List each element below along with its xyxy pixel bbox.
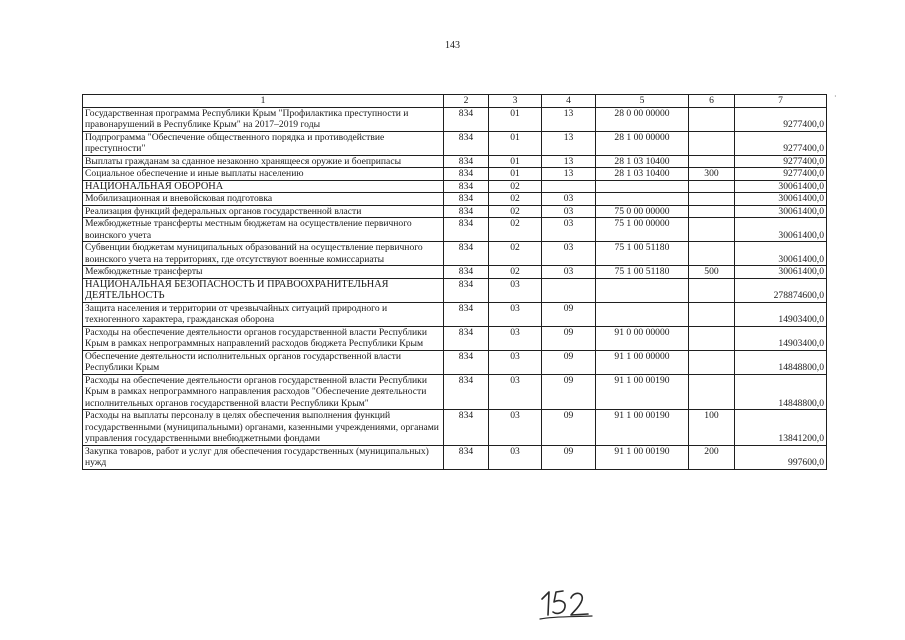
cell-expense-type [689,107,735,131]
table-row [83,180,827,193]
cell-amount: 9277400,0 [735,155,827,168]
cell-section: 02 [489,180,542,193]
cell-section: 02 [489,218,542,242]
cell-expense-type [689,374,735,410]
cell-section: 03 [489,445,542,469]
cell-target-article: 91 1 00 00000 [596,350,689,374]
table-row [83,326,827,350]
header-cell-expense-type: 6 [689,95,735,108]
cell-section: 01 [489,168,542,181]
table-row [83,168,827,181]
cell-section: 01 [489,107,542,131]
table-row [83,131,827,155]
cell-section: 03 [489,374,542,410]
cell-amount: 278874600,0 [735,278,827,302]
cell-amount: 14903400,0 [735,302,827,326]
cell-expense-type [689,278,735,302]
cell-section: 01 [489,155,542,168]
cell-name: Субвенции бюджетам муниципальных образований на осуществление первичного воинского учета на территориях, где отсутствуют военные комиссариаты [83,242,444,266]
cell-amount: 14848800,0 [735,374,827,410]
header-cell-amount: 7 [735,95,827,108]
cell-ministry-code: 834 [444,445,489,469]
cell-target-article: 28 0 00 00000 [596,107,689,131]
cell-target-article: 75 0 00 00000 [596,205,689,218]
cell-subsection: 03 [542,193,596,206]
cell-subsection: 03 [542,205,596,218]
table-row [83,218,827,242]
table-row [83,410,827,446]
cell-amount: 9277400,0 [735,168,827,181]
cell-target-article: 91 0 00 00000 [596,326,689,350]
cell-name: Закупка товаров, работ и услуг для обеспечения государственных (муниципальных) нужд [83,445,444,469]
table-row [83,278,827,302]
header-cell-name: 1 [83,95,444,108]
cell-amount: 13841200,0 [735,410,827,446]
cell-section: 02 [489,205,542,218]
header-cell-section: 3 [489,95,542,108]
cell-section: 03 [489,302,542,326]
handwritten-page-number [536,583,596,623]
table-row [83,107,827,131]
cell-ministry-code: 834 [444,168,489,181]
cell-subsection: 03 [542,266,596,279]
table-header [83,95,827,108]
cell-section: 02 [489,193,542,206]
cell-amount: 997600,0 [735,445,827,469]
cell-ministry-code: 834 [444,218,489,242]
cell-expense-type: 300 [689,168,735,181]
cell-name: Защита населения и территории от чрезвычайных ситуаций природного и техногенного характера, гражданская оборона [83,302,444,326]
cell-expense-type [689,350,735,374]
header-cell-target-article: 5 [596,95,689,108]
cell-expense-type: 500 [689,266,735,279]
cell-target-article: 75 1 00 00000 [596,218,689,242]
cell-expense-type [689,180,735,193]
cell-amount: 14848800,0 [735,350,827,374]
cell-target-article [596,278,689,302]
header-row [83,95,827,108]
cell-name: Реализация функций федеральных органов государственной власти [83,205,444,218]
table-row [83,155,827,168]
cell-amount: 30061400,0 [735,266,827,279]
cell-subsection: 03 [542,242,596,266]
cell-name: Расходы на обеспечение деятельности органов государственной власти Республики Крым в рамках непрограммных направлений расходов бюджета Республики Крым [83,326,444,350]
cell-target-article: 91 1 00 00190 [596,445,689,469]
cell-ministry-code: 834 [444,242,489,266]
cell-amount: 30061400,0 [735,180,827,193]
table-row [83,242,827,266]
budget-table [82,94,827,470]
cell-section: 03 [489,326,542,350]
cell-ministry-code: 834 [444,278,489,302]
cell-ministry-code: 834 [444,131,489,155]
cell-ministry-code: 834 [444,410,489,446]
cell-subsection [542,180,596,193]
cell-target-article: 91 1 00 00190 [596,410,689,446]
cell-amount: 14903400,0 [735,326,827,350]
table-row [83,350,827,374]
cell-ministry-code: 834 [444,180,489,193]
header-cell-subsection: 4 [542,95,596,108]
cell-target-article: 75 1 00 51180 [596,242,689,266]
cell-target-article: 28 1 00 00000 [596,131,689,155]
cell-expense-type [689,218,735,242]
cell-name: Выплаты гражданам за сданное незаконно хранящееся оружие и боеприпасы [83,155,444,168]
cell-subsection: 09 [542,302,596,326]
cell-ministry-code: 834 [444,155,489,168]
cell-expense-type [689,131,735,155]
cell-ministry-code: 834 [444,374,489,410]
cell-ministry-code: 834 [444,302,489,326]
table-row [83,266,827,279]
margin-mark: · [834,92,837,101]
cell-section: 03 [489,410,542,446]
cell-section: 03 [489,278,542,302]
cell-amount: 30061400,0 [735,205,827,218]
cell-subsection: 13 [542,107,596,131]
table-row [83,374,827,410]
cell-target-article: 28 1 03 10400 [596,168,689,181]
cell-name: Обеспечение деятельности исполнительных органов государственной власти Республики Крым [83,350,444,374]
cell-subsection [542,278,596,302]
cell-subsection: 09 [542,374,596,410]
cell-section: 01 [489,131,542,155]
table-row [83,205,827,218]
cell-target-article [596,302,689,326]
cell-name: Расходы на обеспечение деятельности органов государственной власти Республики Крым в рамках непрограммного направления расходов "Обеспечение деятельности исполнительных органов государственной власти Республики Крым" [83,374,444,410]
cell-subsection: 09 [542,326,596,350]
cell-amount: 30061400,0 [735,193,827,206]
cell-expense-type [689,326,735,350]
cell-subsection: 13 [542,168,596,181]
cell-expense-type: 200 [689,445,735,469]
cell-name: Подпрограмма "Обеспечение общественного порядка и противодействие преступности" [83,131,444,155]
page-number: 143 [445,40,460,51]
cell-subsection: 09 [542,350,596,374]
cell-name: Государственная программа Республики Крым "Профилактика преступности и правонарушений в Республике Крым" на 2017–2019 годы [83,107,444,131]
cell-ministry-code: 834 [444,350,489,374]
table-row [83,302,827,326]
cell-target-article: 28 1 03 10400 [596,155,689,168]
cell-name: Межбюджетные трансферты местным бюджетам на осуществление первичного воинского учета [83,218,444,242]
cell-expense-type [689,193,735,206]
cell-ministry-code: 834 [444,193,489,206]
cell-target-article [596,180,689,193]
cell-target-article: 91 1 00 00190 [596,374,689,410]
cell-ministry-code: 834 [444,107,489,131]
cell-name: Мобилизационная и вневойсковая подготовка [83,193,444,206]
table-row [83,445,827,469]
cell-section: 02 [489,266,542,279]
cell-subsection: 09 [542,410,596,446]
cell-amount: 9277400,0 [735,131,827,155]
cell-amount: 30061400,0 [735,242,827,266]
cell-name: Межбюджетные трансферты [83,266,444,279]
cell-name: НАЦИОНАЛЬНАЯ ОБОРОНА [83,180,444,193]
cell-section: 02 [489,242,542,266]
cell-subsection: 03 [542,218,596,242]
cell-name: Расходы на выплаты персоналу в целях обеспечения выполнения функций государственными (муниципальными) органами, казенными учреждениями, органами управления государственными внебюджетными фондами [83,410,444,446]
cell-name: НАЦИОНАЛЬНАЯ БЕЗОПАСНОСТЬ И ПРАВООХРАНИТЕЛЬНАЯ ДЕЯТЕЛЬНОСТЬ [83,278,444,302]
cell-ministry-code: 834 [444,266,489,279]
cell-expense-type [689,242,735,266]
header-cell-ministry: 2 [444,95,489,108]
cell-ministry-code: 834 [444,326,489,350]
cell-subsection: 13 [542,155,596,168]
cell-expense-type [689,302,735,326]
cell-target-article [596,193,689,206]
cell-amount: 30061400,0 [735,218,827,242]
cell-expense-type [689,205,735,218]
table-row [83,193,827,206]
table-body [83,107,827,469]
cell-name: Социальное обеспечение и иные выплаты населению [83,168,444,181]
cell-subsection: 09 [542,445,596,469]
cell-expense-type [689,155,735,168]
cell-amount: 9277400,0 [735,107,827,131]
cell-subsection: 13 [542,131,596,155]
cell-target-article: 75 1 00 51180 [596,266,689,279]
cell-section: 03 [489,350,542,374]
cell-expense-type: 100 [689,410,735,446]
cell-ministry-code: 834 [444,205,489,218]
